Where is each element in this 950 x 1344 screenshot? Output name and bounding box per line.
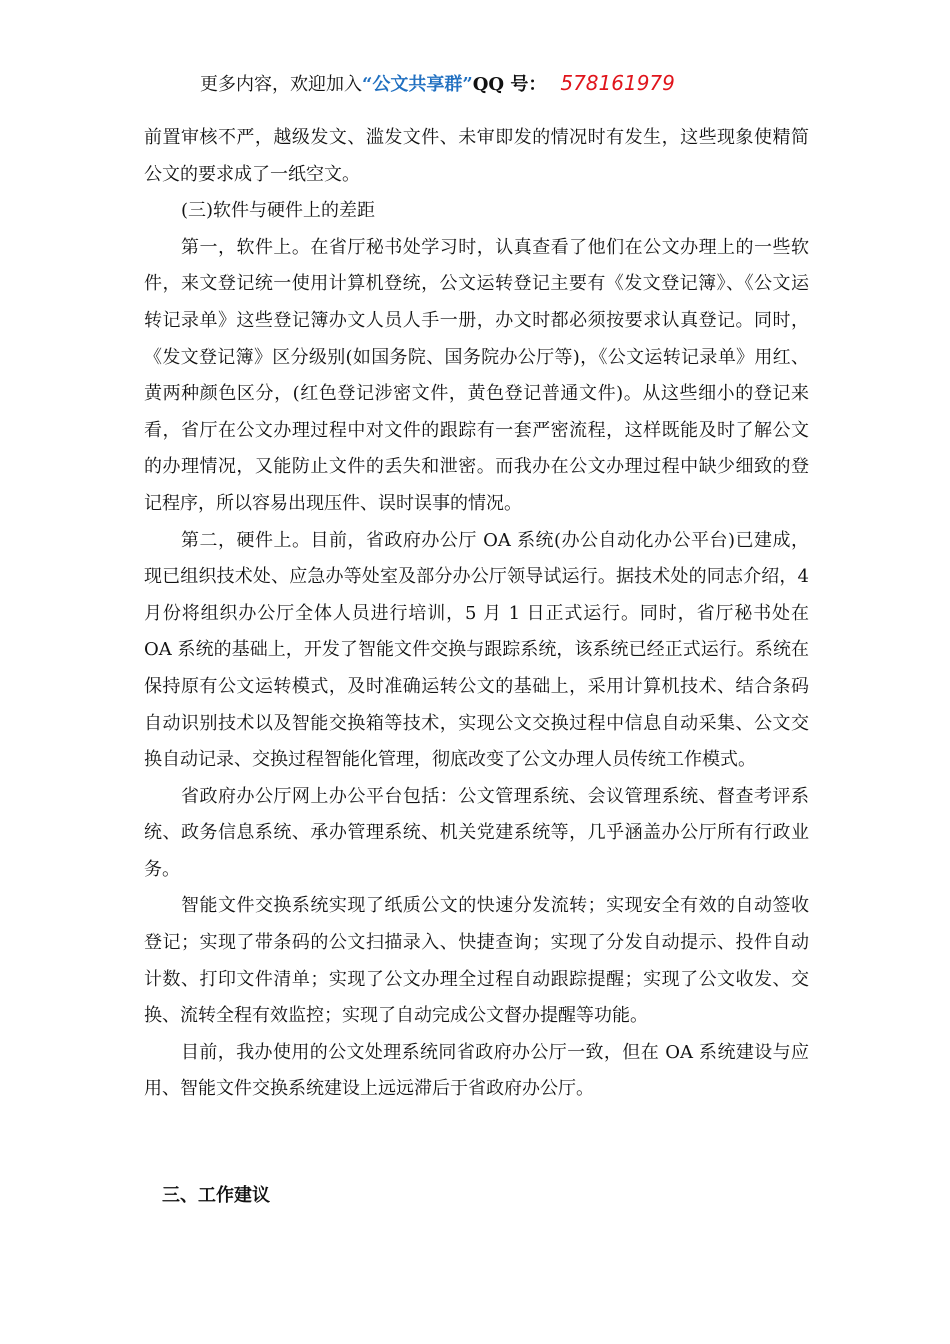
section-title: 三、工作建议 <box>162 1185 270 1206</box>
paragraph-exchange-system: 智能文件交换系统实现了纸质公文的快速分发流转；实现安全有效的自动签收登记；实现了带条码的公文扫描录入、快捷查询；实现了分发自动提示、投件自动计数、打印文件清单；实现了公文办理全过程自动跟踪提醒；实现了公文收发、交换、流转全程有效监控；实现了自动完成公文督办提醒等功能。 <box>144 895 809 1027</box>
header-prefix: 更多内容，欢迎加入 <box>200 74 362 95</box>
document-body <box>144 120 809 1108</box>
header-qq-label: QQ 号： <box>472 74 547 95</box>
paragraph-continuation: 前置审核不严，越级发文、滥发文件、未审即发的情况时有发生，这些现象使精简公文的要求成了一纸空文。 <box>144 127 809 185</box>
header-qq-number: 578161979 <box>560 71 675 95</box>
paragraph-current-status: 目前，我办使用的公文处理系统同省政府办公厅一致，但在 OA 系统建设与应用、智能文件交换系统建设上远远滞后于省政府办公厅。 <box>144 1041 809 1100</box>
paragraph-platform: 省政府办公厅网上办公平台包括：公文管理系统、会议管理系统、督查考评系统、政务信息系统、承办管理系统、机关党建系统等，几乎涵盖办公厅所有行政业务。 <box>144 785 809 880</box>
subsection-heading: (三)软件与硬件上的差距 <box>181 200 376 222</box>
header-banner <box>200 70 675 98</box>
header-group-name: “公文共享群” <box>362 74 473 95</box>
paragraph-hardware: 第二，硬件上。目前，省政府办公厅 OA 系统(办公自动化办公平台)已建成，现已组织技术处、应急办等处室及部分办公厅领导试运行。据技术处的同志介绍，4 月份将组织办公厅全体人员进行培训，5 月 1 日正式运行。同时，省厅秘书处在 OA 系统的基础上，开发了智能文件交换与跟踪系统，该系统已经正式运行。系统在保持原有公文运转模式，及时准确运转公文的基础上，采用计算机技术、结合条码自动识别技术以及智能交换箱等技术，实现公文交换过程中信息自动采集、公文交换自动记录、交换过程智能化管理，彻底改变了公文办理人员传统工作模式。 <box>144 529 809 771</box>
paragraph-software: 第一，软件上。在省厅秘书处学习时，认真查看了他们在公文办理上的一些软件，来文登记统一使用计算机登统，公文运转登记主要有《发文登记簿》、《公文运转记录单》这些登记簿办文人员人手一册，办文时都必须按要求认真登记。同时，《发文登记簿》区分级别(如国务院、国务院办公厅等)，《公文运转记录单》用红、黄两种颜色区分，(红色登记涉密文件，黄色登记普通文件)。从这些细小的登记来看，省厅在公文办理过程中对文件的跟踪有一套严密流程，这样既能及时了解公文的办理情况，又能防止文件的丢失和泄密。而我办在公文办理过程中缺少细致的登记程序，所以容易出现压件、误时误事的情况。 <box>144 236 809 514</box>
